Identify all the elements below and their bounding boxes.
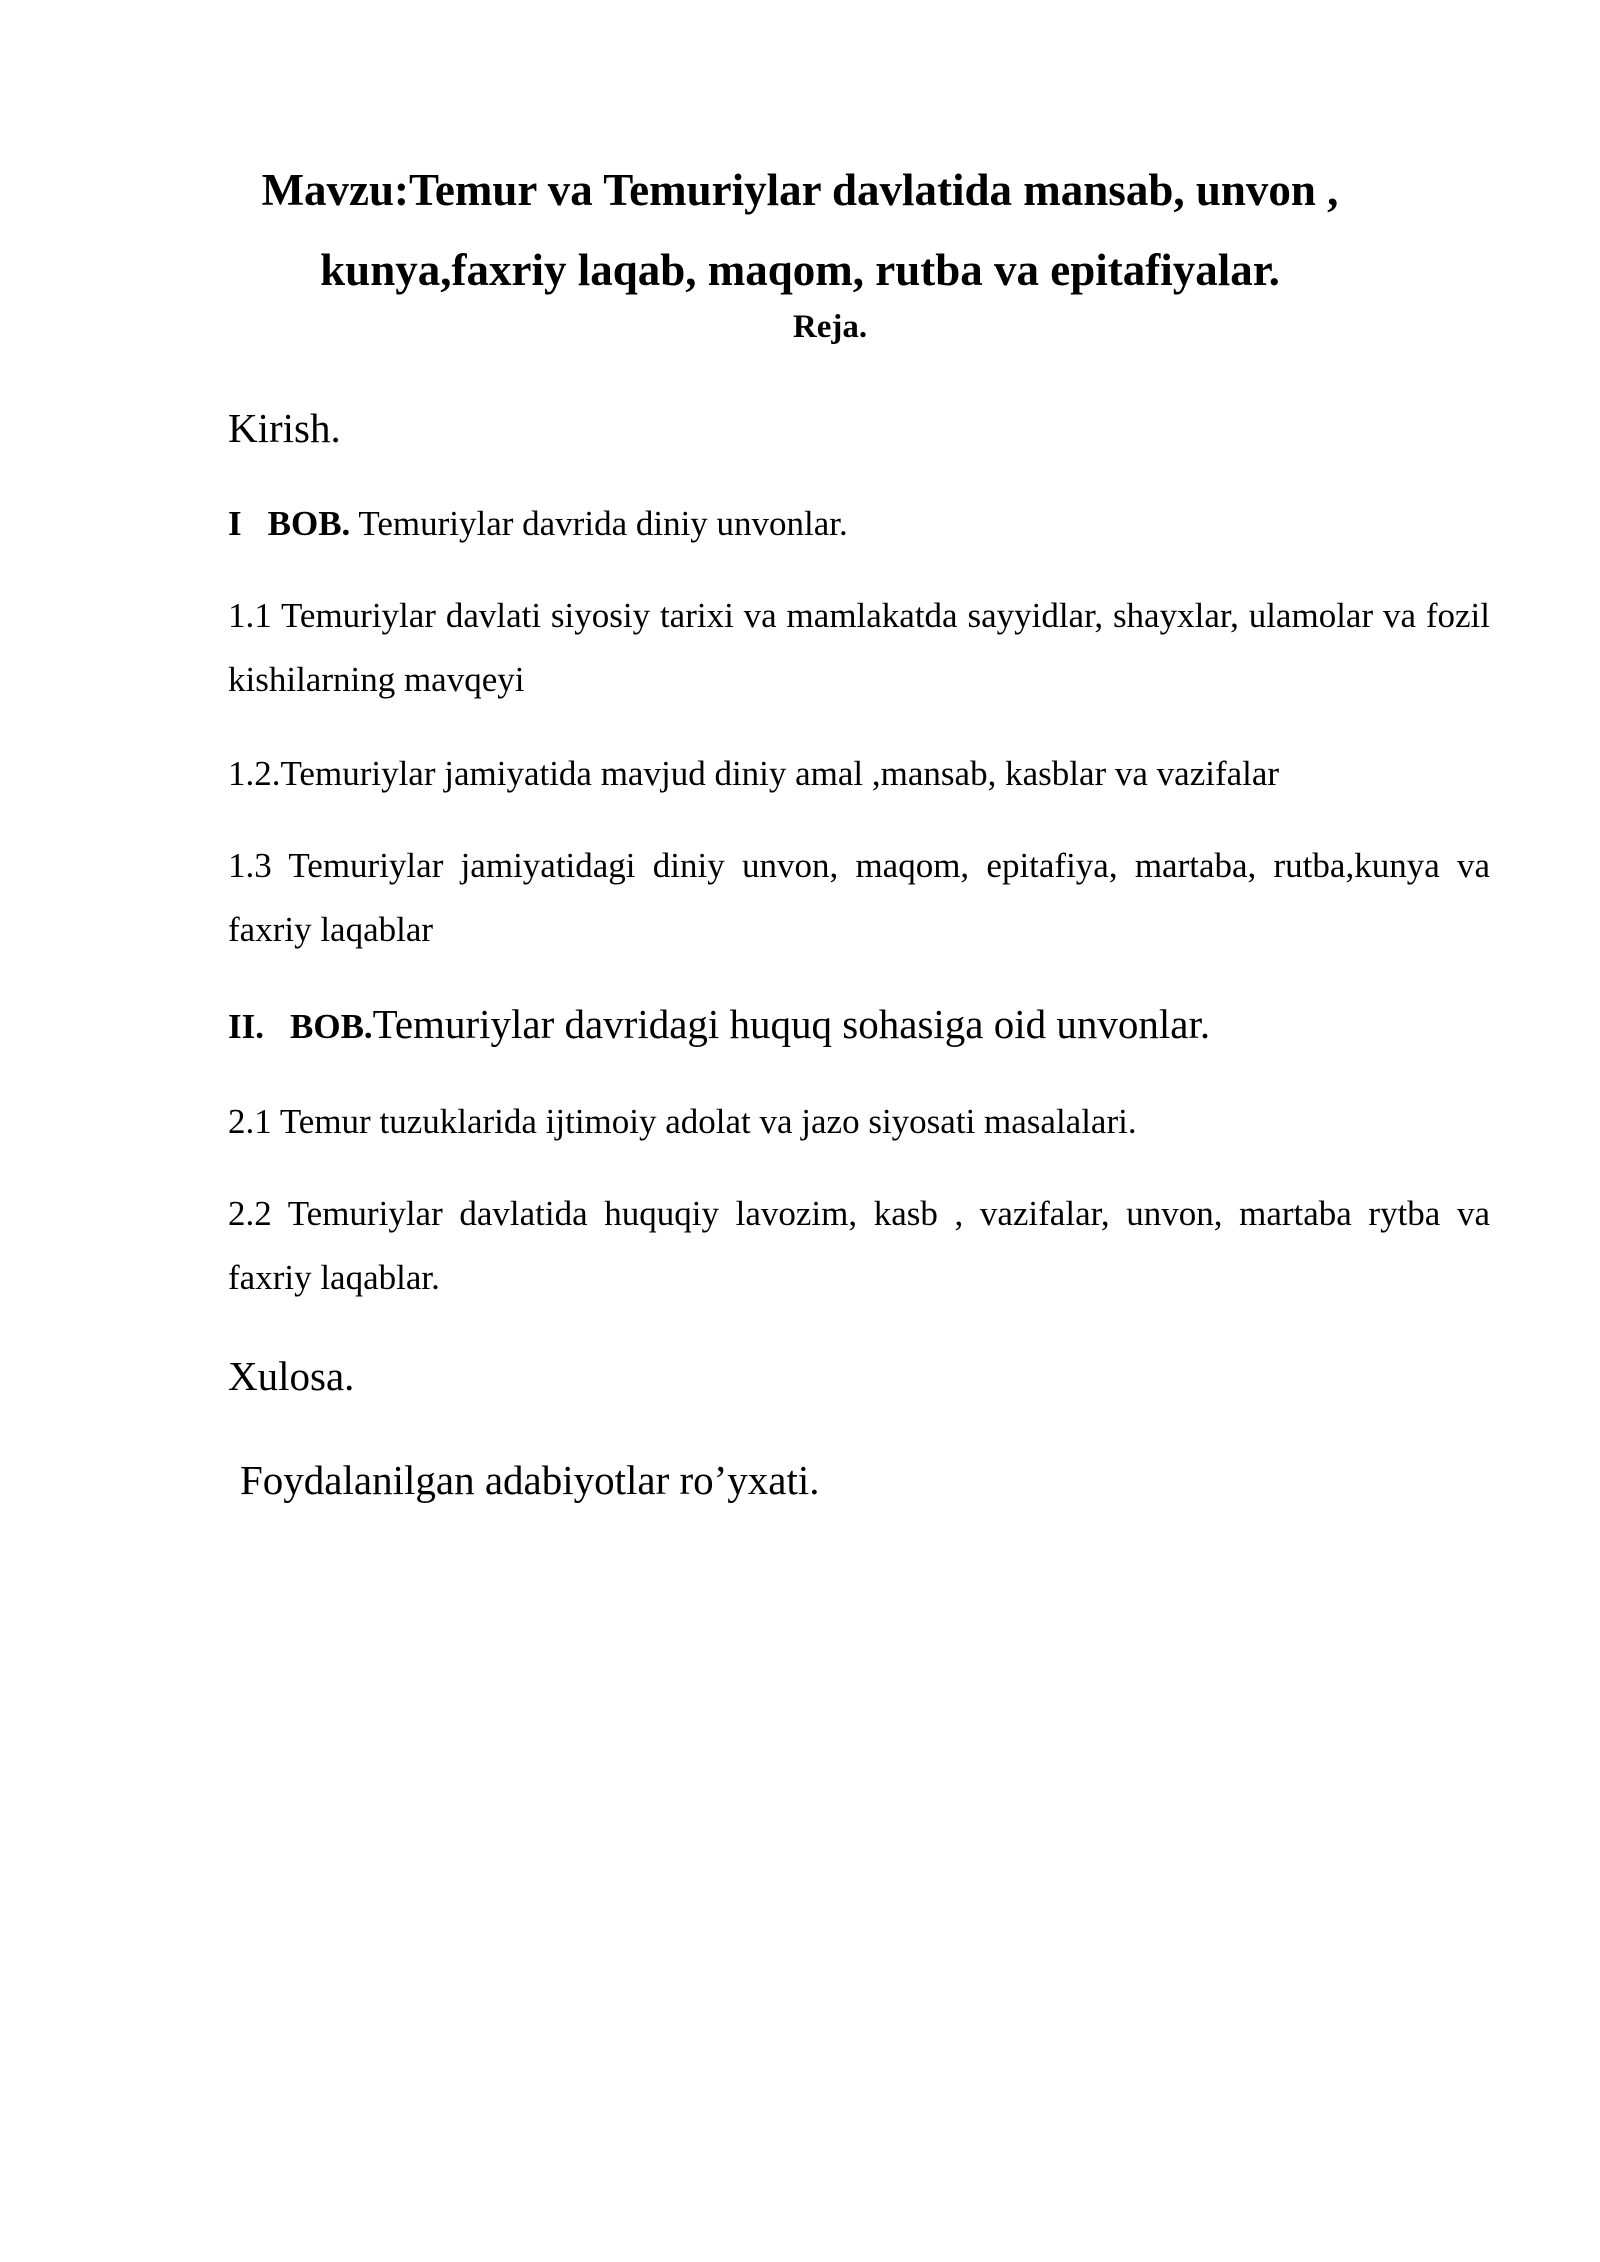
title-line-1: Mavzu:Temur va Temuriylar davlatida mansab, unvon , — [261, 165, 1339, 215]
chapter-2-number: II. — [228, 1007, 264, 1046]
chapter-1-heading — [228, 492, 1490, 556]
chapter-2-heading — [228, 992, 1490, 1059]
plan-item-2-2: 2.2 Temuriylar davlatida huquqiy lavozim, kasb , vazifalar, unvon, martaba rytba va faxriy laqablar. — [228, 1194, 1490, 1297]
plan-item-2-1: 2.1 Temur tuzuklarida ijtimoiy adolat va jazo siyosati masalalari. — [228, 1102, 1137, 1141]
title-line-2: kunya,faxriy laqab, maqom, rutba va epitafiyalar. — [320, 245, 1280, 295]
conclusion-heading: Xulosa. — [228, 1353, 355, 1399]
plan-item-1-1: 1.1 Temuriylar davlati siyosiy tarixi va mamlakatda sayyidlar, shayxlar, ulamolar va fozil kishilarning mavqeyi — [228, 596, 1490, 699]
plan-heading: Reja. — [792, 309, 868, 345]
plan-item-1-2: 1.2.Temuriylar jamiyatida mavjud diniy amal ,mansab, kasblar va vazifalar — [228, 754, 1280, 793]
chapter-2-title: Temuriylar davridagi huquq sohasiga oid unvonlar. — [372, 1001, 1211, 1047]
chapter-1-number: I — [228, 504, 242, 543]
chapter-2-label: BOB. — [290, 1007, 373, 1046]
intro-heading: Kirish. — [228, 405, 341, 451]
chapter-1-title: Temuriylar davrida diniy unvonlar. — [350, 504, 848, 543]
chapter-1-label: BOB. — [267, 504, 351, 543]
bibliography-heading: Foydalanilgan adabiyotlar ro’yxati. — [240, 1457, 820, 1503]
document-title — [200, 150, 1400, 310]
plan-item-1-3: 1.3 Temuriylar jamiyatidagi diniy unvon, maqom, epitafiya, martaba, rutba,kunya va faxriy laqablar — [228, 846, 1490, 949]
